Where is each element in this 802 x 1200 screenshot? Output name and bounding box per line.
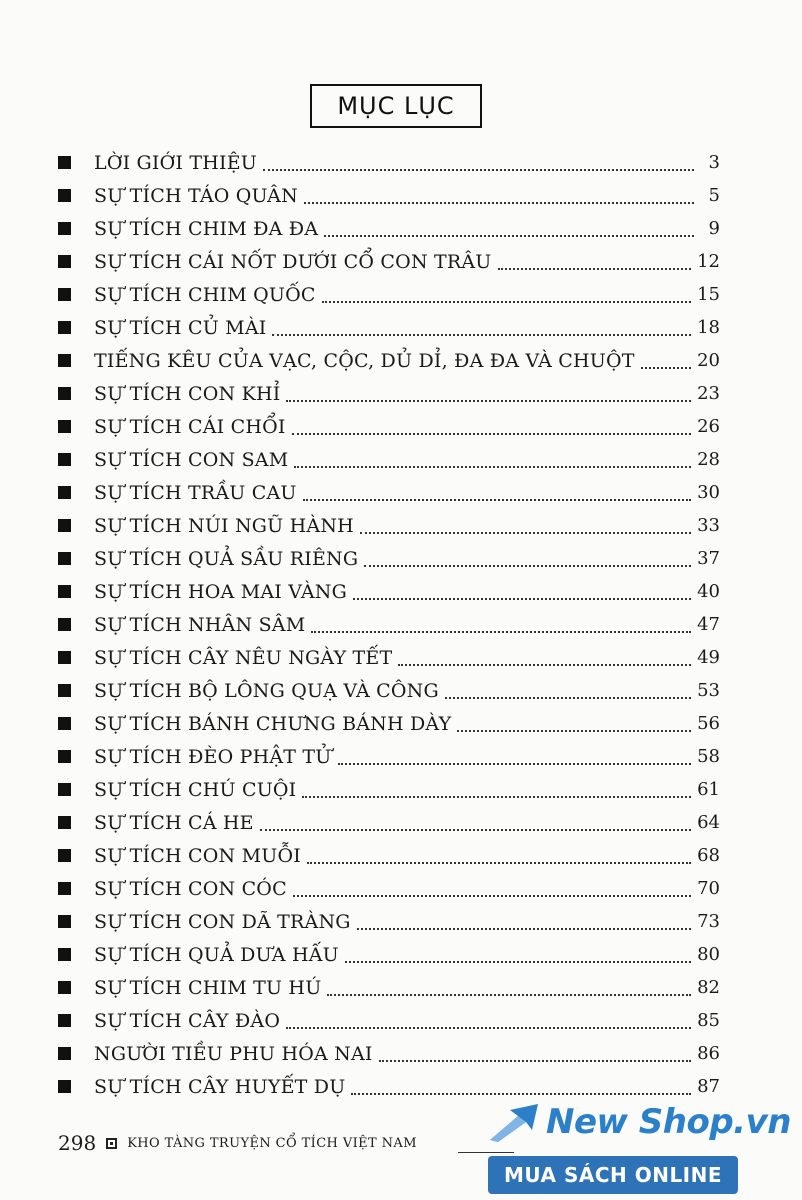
toc-entry-page: 18 bbox=[697, 317, 720, 338]
square-bullet-icon bbox=[58, 717, 71, 730]
square-bullet-icon bbox=[58, 189, 71, 202]
square-bullet-icon bbox=[58, 948, 71, 961]
dot-leader bbox=[294, 452, 691, 468]
square-bullet-icon bbox=[58, 486, 71, 499]
dot-leader bbox=[398, 650, 691, 666]
dot-leader bbox=[351, 1079, 691, 1095]
toc-entry-page: 15 bbox=[697, 284, 720, 305]
square-bullet-icon bbox=[58, 354, 71, 367]
toc-entry-title: SỰ TÍCH CÂY ĐÀO bbox=[94, 1009, 281, 1032]
dot-leader bbox=[311, 617, 691, 633]
dot-leader bbox=[498, 254, 692, 270]
toc-entry[interactable] bbox=[58, 608, 720, 641]
square-ornament-icon bbox=[106, 1138, 117, 1149]
toc-entry-title: SỰ TÍCH CHÚ CUỘI bbox=[94, 778, 297, 801]
toc-entry-title: SỰ TÍCH CÁI CHỔI bbox=[94, 415, 286, 438]
dot-leader bbox=[304, 188, 694, 204]
toc-entry[interactable] bbox=[58, 641, 720, 674]
toc-entry[interactable] bbox=[58, 938, 720, 971]
toc-entry[interactable] bbox=[58, 146, 720, 179]
toc-entry-title: SỰ TÍCH NHÂN SÂM bbox=[94, 613, 306, 636]
toc-entry[interactable] bbox=[58, 476, 720, 509]
toc-entry-page: 87 bbox=[697, 1076, 720, 1097]
toc-entry-page: 30 bbox=[697, 482, 720, 503]
toc-entry-page: 12 bbox=[697, 251, 720, 272]
toc-entry[interactable] bbox=[58, 311, 720, 344]
dot-leader bbox=[307, 848, 691, 864]
toc-entry-page: 26 bbox=[697, 416, 720, 437]
square-bullet-icon bbox=[58, 684, 71, 697]
dot-leader bbox=[272, 320, 691, 336]
toc-entry-title: SỰ TÍCH TÁO QUÂN bbox=[94, 184, 298, 207]
dot-leader bbox=[379, 1046, 691, 1062]
dot-leader bbox=[293, 881, 691, 897]
toc-entry-title: SỰ TÍCH CON SAM bbox=[94, 448, 289, 471]
toc-entry-title: SỰ TÍCH CHIM TU HÚ bbox=[94, 976, 322, 999]
toc-entry[interactable] bbox=[58, 575, 720, 608]
toc-entry-page: 3 bbox=[708, 152, 720, 173]
toc-entry-title: SỰ TÍCH BỘ LÔNG QUẠ VÀ CÔNG bbox=[94, 679, 439, 702]
toc-entry-page: 73 bbox=[697, 911, 720, 932]
toc-entry[interactable] bbox=[58, 1037, 720, 1070]
toc-entry-title: LỜI GIỚI THIỆU bbox=[94, 151, 257, 174]
dot-leader bbox=[263, 155, 694, 171]
square-bullet-icon bbox=[58, 288, 71, 301]
toc-entry-title: SỰ TÍCH TRẦU CAU bbox=[94, 481, 297, 504]
toc-entry[interactable] bbox=[58, 674, 720, 707]
toc-entry-title: SỰ TÍCH CÁ HE bbox=[94, 811, 254, 834]
toc-entry-page: 53 bbox=[697, 680, 720, 701]
toc-entry-title: TIẾNG KÊU CỦA VẠC, CỘC, DỦ DỈ, ĐA ĐA VÀ CHUỘT bbox=[94, 349, 635, 372]
square-bullet-icon bbox=[58, 1014, 71, 1027]
toc-entry[interactable] bbox=[58, 839, 720, 872]
dot-leader bbox=[260, 815, 691, 831]
square-bullet-icon bbox=[58, 222, 71, 235]
toc-entry-title: NGƯỜI TIỀU PHU HÓA NAI bbox=[94, 1042, 373, 1065]
toc-entry[interactable] bbox=[58, 740, 720, 773]
page-title: MỤC LỤC bbox=[310, 84, 482, 128]
square-bullet-icon bbox=[58, 585, 71, 598]
toc-entry-page: 40 bbox=[697, 581, 720, 602]
square-bullet-icon bbox=[58, 981, 71, 994]
square-bullet-icon bbox=[58, 156, 71, 169]
dot-leader bbox=[324, 221, 694, 237]
toc-entry[interactable] bbox=[58, 344, 720, 377]
toc-entry-title: SỰ TÍCH CÂY NÊU NGÀY TẾT bbox=[94, 646, 393, 669]
toc-entry-page: 86 bbox=[697, 1043, 720, 1064]
buy-online-button[interactable]: MUA SÁCH ONLINE bbox=[488, 1156, 738, 1194]
toc-entry[interactable] bbox=[58, 212, 720, 245]
dot-leader bbox=[286, 386, 691, 402]
dot-leader bbox=[457, 716, 691, 732]
dot-leader bbox=[364, 551, 691, 567]
table-of-contents bbox=[58, 146, 720, 1103]
toc-entry-page: 82 bbox=[697, 977, 720, 998]
square-bullet-icon bbox=[58, 618, 71, 631]
dot-leader bbox=[303, 485, 691, 501]
shop-watermark[interactable] bbox=[488, 1098, 791, 1154]
toc-entry-title: SỰ TÍCH ĐÈO PHẬT TỬ bbox=[94, 745, 332, 768]
square-bullet-icon bbox=[58, 651, 71, 664]
brand-name: New Shop.vn bbox=[546, 1102, 791, 1142]
dot-leader bbox=[322, 287, 691, 303]
toc-entry[interactable] bbox=[58, 245, 720, 278]
square-bullet-icon bbox=[58, 519, 71, 532]
dot-leader bbox=[353, 584, 691, 600]
toc-entry[interactable] bbox=[58, 278, 720, 311]
toc-entry-page: 20 bbox=[697, 350, 720, 371]
dot-leader bbox=[292, 419, 692, 435]
toc-entry-title: SỰ TÍCH CÁI NỐT DƯỚI CỔ CON TRÂU bbox=[94, 250, 492, 273]
toc-entry[interactable] bbox=[58, 542, 720, 575]
toc-entry[interactable] bbox=[58, 773, 720, 806]
square-bullet-icon bbox=[58, 1080, 71, 1093]
toc-entry[interactable] bbox=[58, 707, 720, 740]
toc-entry[interactable] bbox=[58, 905, 720, 938]
toc-entry[interactable] bbox=[58, 179, 720, 212]
dot-leader bbox=[302, 782, 691, 798]
toc-entry-title: SỰ TÍCH QUẢ SẦU RIÊNG bbox=[94, 547, 359, 570]
toc-entry[interactable] bbox=[58, 377, 720, 410]
toc-entry-title: SỰ TÍCH CỦ MÀI bbox=[94, 316, 267, 339]
toc-entry-page: 80 bbox=[697, 944, 720, 965]
dot-leader bbox=[327, 980, 691, 996]
square-bullet-icon bbox=[58, 783, 71, 796]
toc-entry-title: SỰ TÍCH QUẢ DƯA HẤU bbox=[94, 943, 339, 966]
dot-leader bbox=[360, 518, 691, 534]
toc-entry-title: SỰ TÍCH CHIM ĐA ĐA bbox=[94, 217, 319, 240]
toc-entry-page: 23 bbox=[697, 383, 720, 404]
toc-entry-title: SỰ TÍCH CÂY HUYẾT DỤ bbox=[94, 1075, 346, 1098]
square-bullet-icon bbox=[58, 750, 71, 763]
toc-entry-title: SỰ TÍCH BÁNH CHƯNG BÁNH DÀY bbox=[94, 712, 452, 735]
dot-leader bbox=[445, 683, 691, 699]
toc-entry-page: 56 bbox=[697, 713, 720, 734]
dot-leader bbox=[345, 947, 691, 963]
dot-leader bbox=[338, 749, 692, 765]
dot-leader bbox=[641, 353, 691, 369]
square-bullet-icon bbox=[58, 552, 71, 565]
square-bullet-icon bbox=[58, 849, 71, 862]
toc-entry-page: 37 bbox=[697, 548, 720, 569]
square-bullet-icon bbox=[58, 915, 71, 928]
toc-entry[interactable] bbox=[58, 971, 720, 1004]
toc-entry-page: 28 bbox=[697, 449, 720, 470]
page-number: 298 bbox=[58, 1131, 97, 1155]
toc-entry[interactable] bbox=[58, 443, 720, 476]
toc-entry-page: 61 bbox=[697, 779, 720, 800]
toc-entry-page: 9 bbox=[708, 218, 720, 239]
toc-entry[interactable] bbox=[58, 806, 720, 839]
toc-entry-page: 58 bbox=[697, 746, 720, 767]
toc-entry-page: 68 bbox=[697, 845, 720, 866]
toc-entry-page: 85 bbox=[697, 1010, 720, 1031]
toc-entry-page: 47 bbox=[697, 614, 720, 635]
toc-entry[interactable] bbox=[58, 509, 720, 542]
toc-entry[interactable] bbox=[58, 872, 720, 905]
page-footer bbox=[58, 1126, 478, 1160]
book-title: KHO TÀNG TRUYỆN CỔ TÍCH VIỆT NAM bbox=[127, 1135, 417, 1151]
toc-entry-title: SỰ TÍCH CON MUỖI bbox=[94, 844, 301, 867]
square-bullet-icon bbox=[58, 255, 71, 268]
arrow-icon bbox=[488, 1102, 546, 1142]
toc-entry[interactable] bbox=[58, 1004, 720, 1037]
toc-entry-page: 49 bbox=[697, 647, 720, 668]
square-bullet-icon bbox=[58, 453, 71, 466]
toc-entry-title: SỰ TÍCH CHIM QUỐC bbox=[94, 283, 316, 306]
toc-entry-title: SỰ TÍCH NÚI NGŨ HÀNH bbox=[94, 514, 354, 537]
square-bullet-icon bbox=[58, 882, 71, 895]
dot-leader bbox=[357, 914, 691, 930]
toc-entry-title: SỰ TÍCH CON KHỈ bbox=[94, 382, 281, 405]
toc-entry-title: SỰ TÍCH CON DÃ TRÀNG bbox=[94, 910, 351, 933]
square-bullet-icon bbox=[58, 420, 71, 433]
toc-entry[interactable] bbox=[58, 410, 720, 443]
toc-entry-page: 70 bbox=[697, 878, 720, 899]
square-bullet-icon bbox=[58, 816, 71, 829]
toc-entry-page: 5 bbox=[708, 185, 720, 206]
square-bullet-icon bbox=[58, 321, 71, 334]
toc-entry-page: 64 bbox=[697, 812, 720, 833]
toc-entry-page: 33 bbox=[697, 515, 720, 536]
square-bullet-icon bbox=[58, 1047, 71, 1060]
square-bullet-icon bbox=[58, 387, 71, 400]
dot-leader bbox=[286, 1013, 691, 1029]
toc-entry-title: SỰ TÍCH CON CÓC bbox=[94, 877, 287, 900]
toc-entry-title: SỰ TÍCH HOA MAI VÀNG bbox=[94, 580, 347, 603]
